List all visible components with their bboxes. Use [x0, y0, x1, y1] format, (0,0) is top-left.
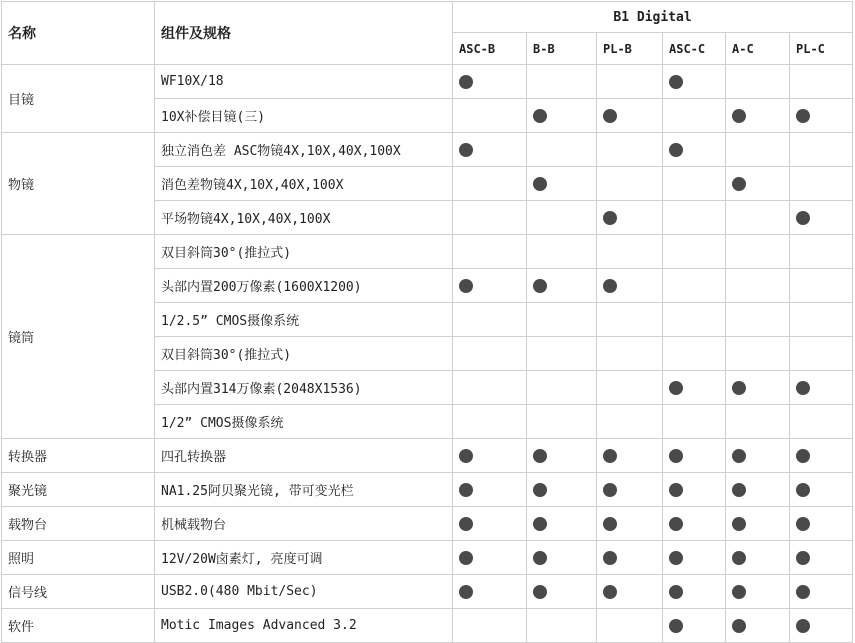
availability-cell — [453, 609, 527, 643]
included-dot-icon — [796, 109, 810, 123]
included-dot-icon — [533, 279, 547, 293]
availability-cell — [453, 405, 527, 439]
availability-cell — [453, 235, 527, 269]
availability-cell — [726, 575, 790, 609]
included-dot-icon — [732, 619, 746, 633]
availability-cell — [790, 99, 853, 133]
availability-cell — [726, 65, 790, 99]
availability-cell — [726, 133, 790, 167]
spec-cell: NA1.25阿贝聚光镜, 带可变光栏 — [155, 473, 453, 507]
spec-comparison-table — [1, 1, 853, 643]
category-cell: 信号线 — [2, 575, 155, 609]
availability-cell — [597, 133, 663, 167]
availability-cell — [597, 303, 663, 337]
spec-cell: 机械载物台 — [155, 507, 453, 541]
availability-cell — [597, 575, 663, 609]
availability-cell — [726, 541, 790, 575]
availability-cell — [790, 167, 853, 201]
included-dot-icon — [796, 551, 810, 565]
availability-cell — [527, 201, 597, 235]
availability-cell — [527, 439, 597, 473]
included-dot-icon — [533, 585, 547, 599]
spec-cell: 双目斜筒30°(推拉式) — [155, 235, 453, 269]
included-dot-icon — [459, 551, 473, 565]
included-dot-icon — [732, 585, 746, 599]
availability-cell — [453, 507, 527, 541]
included-dot-icon — [732, 177, 746, 191]
availability-cell — [663, 65, 726, 99]
availability-cell — [663, 575, 726, 609]
spec-cell: WF10X/18 — [155, 65, 453, 99]
availability-cell — [726, 303, 790, 337]
availability-cell — [790, 405, 853, 439]
availability-cell — [597, 405, 663, 439]
availability-cell — [597, 235, 663, 269]
availability-cell — [790, 269, 853, 303]
availability-cell — [726, 473, 790, 507]
availability-cell — [527, 371, 597, 405]
included-dot-icon — [732, 449, 746, 463]
availability-cell — [726, 405, 790, 439]
included-dot-icon — [459, 449, 473, 463]
availability-cell — [790, 439, 853, 473]
included-dot-icon — [603, 585, 617, 599]
included-dot-icon — [533, 517, 547, 531]
availability-cell — [790, 235, 853, 269]
category-cell: 转换器 — [2, 439, 155, 473]
included-dot-icon — [669, 585, 683, 599]
availability-cell — [597, 609, 663, 643]
included-dot-icon — [669, 517, 683, 531]
availability-cell — [597, 269, 663, 303]
availability-cell — [453, 337, 527, 371]
spec-cell: Motic Images Advanced 3.2 — [155, 609, 453, 643]
header-spec: 组件及规格 — [155, 2, 453, 65]
availability-cell — [527, 507, 597, 541]
availability-cell — [453, 541, 527, 575]
table-row — [2, 133, 853, 167]
spec-cell: 四孔转换器 — [155, 439, 453, 473]
availability-cell — [527, 133, 597, 167]
availability-cell — [726, 201, 790, 235]
availability-cell — [597, 473, 663, 507]
availability-cell — [663, 473, 726, 507]
category-cell: 聚光镜 — [2, 473, 155, 507]
availability-cell — [790, 507, 853, 541]
category-cell: 载物台 — [2, 507, 155, 541]
included-dot-icon — [603, 551, 617, 565]
included-dot-icon — [459, 517, 473, 531]
availability-cell — [597, 99, 663, 133]
availability-cell — [527, 303, 597, 337]
included-dot-icon — [669, 619, 683, 633]
availability-cell — [663, 303, 726, 337]
header-model: ASC-B — [453, 33, 527, 65]
spec-cell: 消色差物镜4X,10X,40X,100X — [155, 167, 453, 201]
spec-cell: 平场物镜4X,10X,40X,100X — [155, 201, 453, 235]
availability-cell — [726, 167, 790, 201]
included-dot-icon — [796, 619, 810, 633]
availability-cell — [597, 541, 663, 575]
availability-cell — [527, 337, 597, 371]
availability-cell — [790, 371, 853, 405]
availability-cell — [527, 167, 597, 201]
table-row — [2, 541, 853, 575]
table-row — [2, 235, 853, 269]
availability-cell — [527, 473, 597, 507]
included-dot-icon — [603, 483, 617, 497]
included-dot-icon — [459, 143, 473, 157]
availability-cell — [453, 575, 527, 609]
availability-cell — [663, 269, 726, 303]
included-dot-icon — [669, 143, 683, 157]
included-dot-icon — [533, 483, 547, 497]
header-model: B-B — [527, 33, 597, 65]
header-category: 名称 — [2, 2, 155, 65]
availability-cell — [790, 575, 853, 609]
availability-cell — [726, 269, 790, 303]
availability-cell — [726, 99, 790, 133]
included-dot-icon — [603, 109, 617, 123]
included-dot-icon — [603, 449, 617, 463]
included-dot-icon — [732, 551, 746, 565]
availability-cell — [726, 507, 790, 541]
header-model: ASC-C — [663, 33, 726, 65]
category-cell: 软件 — [2, 609, 155, 643]
availability-cell — [597, 439, 663, 473]
table-row — [2, 473, 853, 507]
availability-cell — [527, 235, 597, 269]
availability-cell — [663, 337, 726, 371]
availability-cell — [790, 609, 853, 643]
availability-cell — [453, 167, 527, 201]
header-model: PL-C — [790, 33, 853, 65]
availability-cell — [663, 167, 726, 201]
table-body — [2, 65, 853, 643]
availability-cell — [453, 269, 527, 303]
availability-cell — [453, 439, 527, 473]
category-cell: 照明 — [2, 541, 155, 575]
availability-cell — [663, 507, 726, 541]
spec-cell: 独立消色差 ASC物镜4X,10X,40X,100X — [155, 133, 453, 167]
included-dot-icon — [533, 109, 547, 123]
availability-cell — [663, 235, 726, 269]
availability-cell — [453, 473, 527, 507]
availability-cell — [453, 133, 527, 167]
table-row — [2, 439, 853, 473]
included-dot-icon — [669, 483, 683, 497]
availability-cell — [790, 473, 853, 507]
availability-cell — [726, 235, 790, 269]
included-dot-icon — [732, 517, 746, 531]
included-dot-icon — [796, 211, 810, 225]
category-cell: 物镜 — [2, 133, 155, 235]
included-dot-icon — [603, 211, 617, 225]
spec-cell: 10X补偿目镜(三) — [155, 99, 453, 133]
availability-cell — [663, 201, 726, 235]
availability-cell — [663, 371, 726, 405]
availability-cell — [453, 303, 527, 337]
availability-cell — [527, 541, 597, 575]
availability-cell — [663, 609, 726, 643]
availability-cell — [453, 371, 527, 405]
included-dot-icon — [459, 483, 473, 497]
availability-cell — [597, 337, 663, 371]
included-dot-icon — [533, 177, 547, 191]
availability-cell — [597, 65, 663, 99]
included-dot-icon — [459, 279, 473, 293]
availability-cell — [597, 167, 663, 201]
availability-cell — [663, 99, 726, 133]
spec-cell: 12V/20W卤素灯, 亮度可调 — [155, 541, 453, 575]
availability-cell — [726, 371, 790, 405]
availability-cell — [597, 507, 663, 541]
availability-cell — [527, 65, 597, 99]
included-dot-icon — [459, 75, 473, 89]
availability-cell — [527, 609, 597, 643]
included-dot-icon — [459, 585, 473, 599]
header-model: A-C — [726, 33, 790, 65]
spec-cell: 1/2” CMOS摄像系统 — [155, 405, 453, 439]
header-row-top — [2, 2, 853, 33]
availability-cell — [453, 99, 527, 133]
included-dot-icon — [533, 449, 547, 463]
availability-cell — [597, 371, 663, 405]
availability-cell — [726, 609, 790, 643]
table-row — [2, 65, 853, 99]
included-dot-icon — [603, 517, 617, 531]
availability-cell — [790, 201, 853, 235]
included-dot-icon — [603, 279, 617, 293]
availability-cell — [527, 575, 597, 609]
table-row — [2, 609, 853, 643]
included-dot-icon — [533, 551, 547, 565]
spec-cell: 头部内置314万像素(2048X1536) — [155, 371, 453, 405]
availability-cell — [453, 65, 527, 99]
availability-cell — [597, 201, 663, 235]
availability-cell — [527, 99, 597, 133]
availability-cell — [790, 303, 853, 337]
availability-cell — [663, 541, 726, 575]
included-dot-icon — [732, 109, 746, 123]
included-dot-icon — [796, 483, 810, 497]
included-dot-icon — [796, 517, 810, 531]
availability-cell — [527, 269, 597, 303]
availability-cell — [527, 405, 597, 439]
availability-cell — [663, 133, 726, 167]
table-row — [2, 507, 853, 541]
category-cell: 镜筒 — [2, 235, 155, 439]
availability-cell — [726, 439, 790, 473]
availability-cell — [663, 439, 726, 473]
category-cell: 目镜 — [2, 65, 155, 133]
included-dot-icon — [669, 381, 683, 395]
included-dot-icon — [669, 449, 683, 463]
spec-cell: 双目斜筒30°(推拉式) — [155, 337, 453, 371]
included-dot-icon — [669, 75, 683, 89]
header-group: B1 Digital — [453, 2, 853, 33]
availability-cell — [663, 405, 726, 439]
table-row — [2, 575, 853, 609]
spec-cell: 1/2.5” CMOS摄像系统 — [155, 303, 453, 337]
included-dot-icon — [796, 381, 810, 395]
included-dot-icon — [732, 381, 746, 395]
availability-cell — [790, 133, 853, 167]
included-dot-icon — [732, 483, 746, 497]
included-dot-icon — [796, 585, 810, 599]
header-model: PL-B — [597, 33, 663, 65]
availability-cell — [453, 201, 527, 235]
spec-cell: USB2.0(480 Mbit/Sec) — [155, 575, 453, 609]
availability-cell — [790, 541, 853, 575]
availability-cell — [790, 65, 853, 99]
included-dot-icon — [796, 449, 810, 463]
availability-cell — [726, 337, 790, 371]
spec-cell: 头部内置200万像素(1600X1200) — [155, 269, 453, 303]
included-dot-icon — [669, 551, 683, 565]
availability-cell — [790, 337, 853, 371]
